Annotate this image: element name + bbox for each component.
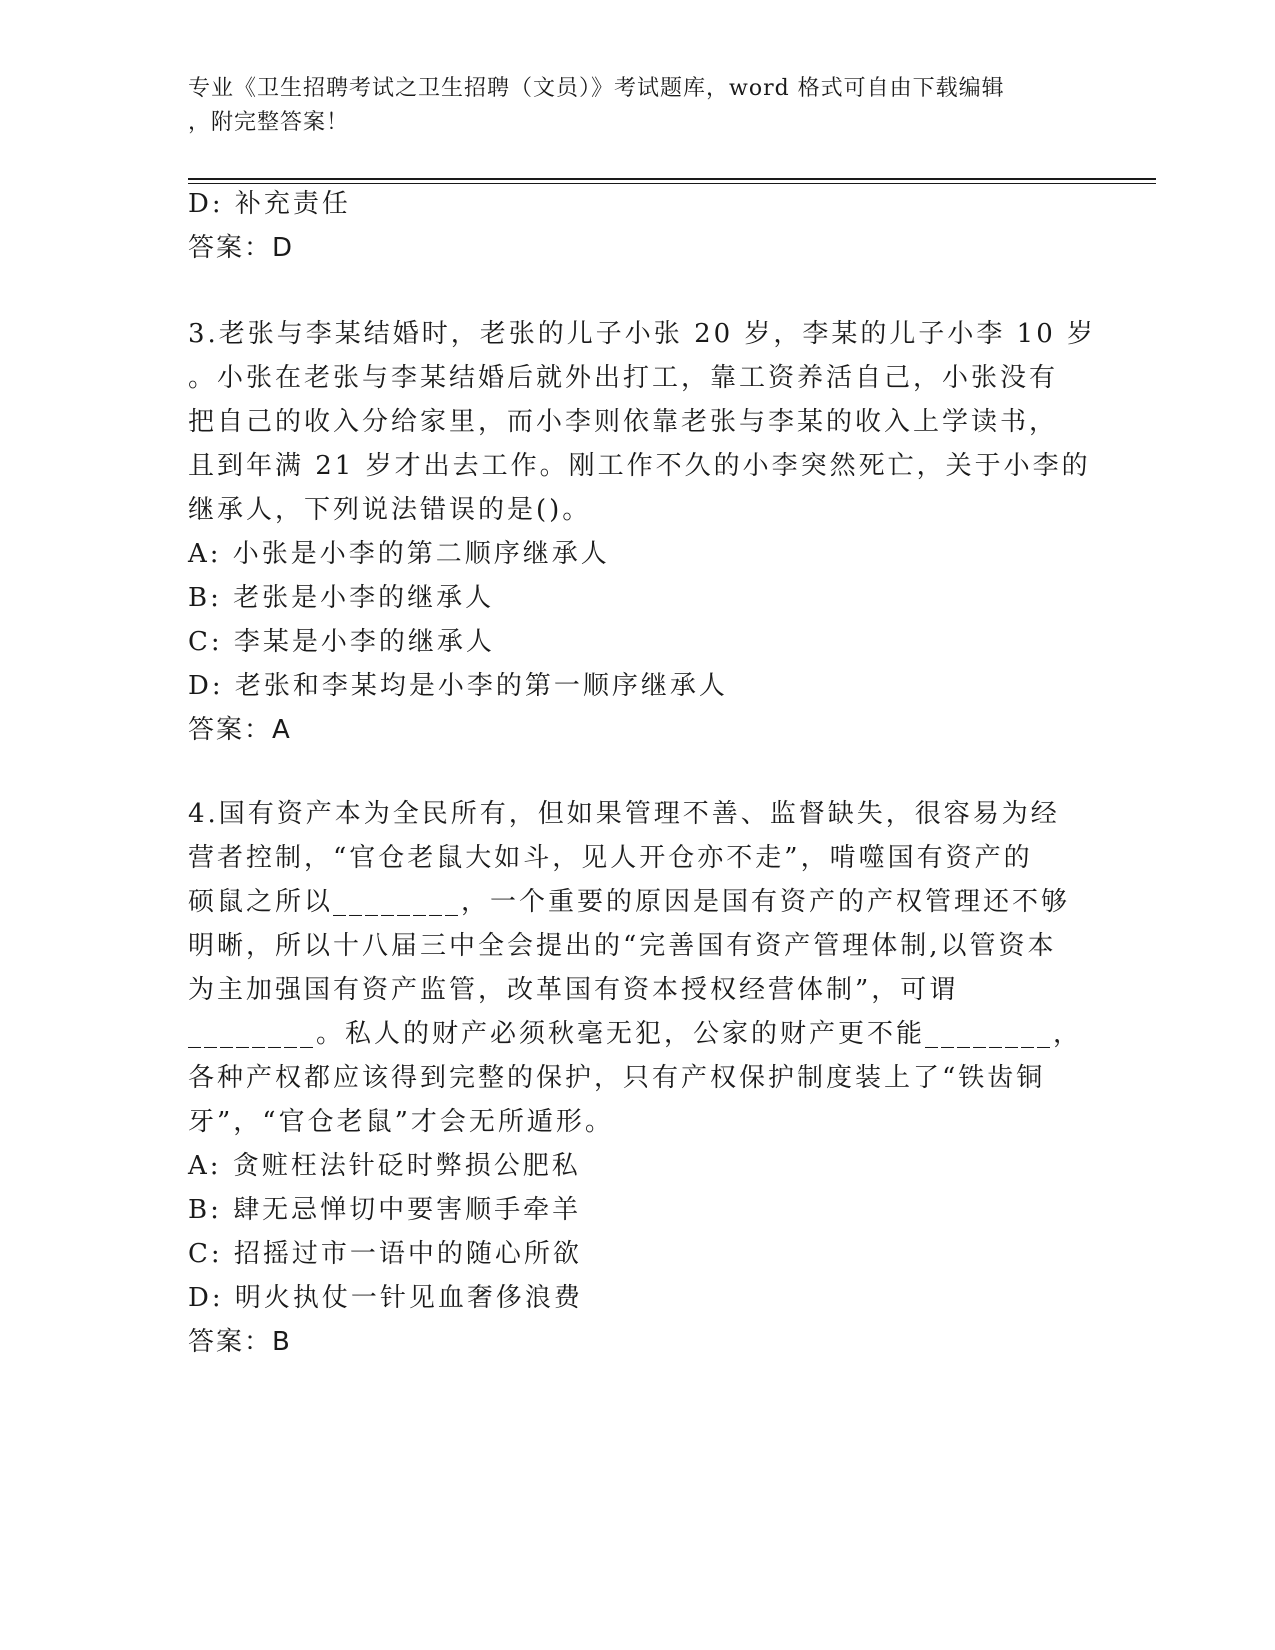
q3-stem-line: 且到年满 21 岁才出去工作。刚工作不久的小李突然死亡，关于小李的	[188, 451, 1091, 481]
q4-stem-line: 牙”，“官仓老鼠”才会无所遁形。	[188, 1107, 614, 1137]
q4-stem-line: 为主加强国有资产监管，改革国有资本授权经营体制”，可谓	[188, 975, 959, 1005]
q4-answer: 答案：B	[188, 1327, 292, 1357]
q3-option-c: C: 李某是小李的继承人	[188, 627, 495, 657]
q4-option-d: D: 明火执仗一针见血奢侈浪费	[188, 1283, 583, 1313]
q4-stem-line: ________。私人的财产必须秋毫无犯，公家的财产更不能________，	[188, 1019, 1083, 1049]
header-line-2: ，附完整答案！	[188, 110, 350, 135]
q3-option-b: B: 老张是小李的继承人	[188, 583, 495, 613]
q4-option-c: C: 招摇过市一语中的随心所欲	[188, 1239, 582, 1269]
q3-stem-line: 。小张在老张与李某结婚后就外出打工，靠工资养活自己，小张没有	[188, 363, 1059, 393]
q4-option-b: B: 肆无忌惮切中要害顺手牵羊	[188, 1195, 582, 1225]
q2-answer: 答案：D	[188, 233, 295, 263]
q3-stem-line: 3.老张与李某结婚时，老张的儿子小张 20 岁，李某的儿子小李 10 岁	[188, 319, 1097, 349]
q4-stem-line: 营者控制，“官仓老鼠大如斗，见人开仓亦不走”，啃噬国有资产的	[188, 843, 1033, 873]
page-header	[188, 72, 1068, 140]
q4-stem-line: 各种产权都应该得到完整的保护，只有产权保护制度装上了“铁齿铜	[188, 1063, 1046, 1093]
q3-answer: 答案：A	[188, 715, 292, 745]
q3-option-a: A: 小张是小李的第二顺序继承人	[188, 539, 610, 569]
header-divider-thick	[188, 178, 1156, 180]
q4-stem-line: 4.国有资产本为全民所有，但如果管理不善、监督缺失，很容易为经	[188, 799, 1060, 829]
q4-stem-line: 硕鼠之所以________，一个重要的原因是国有资产的产权管理还不够	[188, 887, 1071, 917]
q2-option-d: D: 补充责任	[188, 189, 351, 219]
header-line-1: 专业《卫生招聘考试之卫生招聘（文员）》考试题库，word 格式可自由下载编辑	[188, 76, 1005, 101]
q4-option-a: A: 贪赃枉法针砭时弊损公肥私	[188, 1151, 581, 1181]
q3-option-d: D: 老张和李某均是小李的第一顺序继承人	[188, 671, 728, 701]
q3-stem-line: 把自己的收入分给家里，而小李则依靠老张与李某的收入上学读书，	[188, 407, 1059, 437]
q3-stem-line: 继承人，下列说法错误的是()。	[188, 495, 592, 525]
q4-stem-line: 明晰，所以十八届三中全会提出的“完善国有资产管理体制,以管资本	[188, 931, 1057, 961]
